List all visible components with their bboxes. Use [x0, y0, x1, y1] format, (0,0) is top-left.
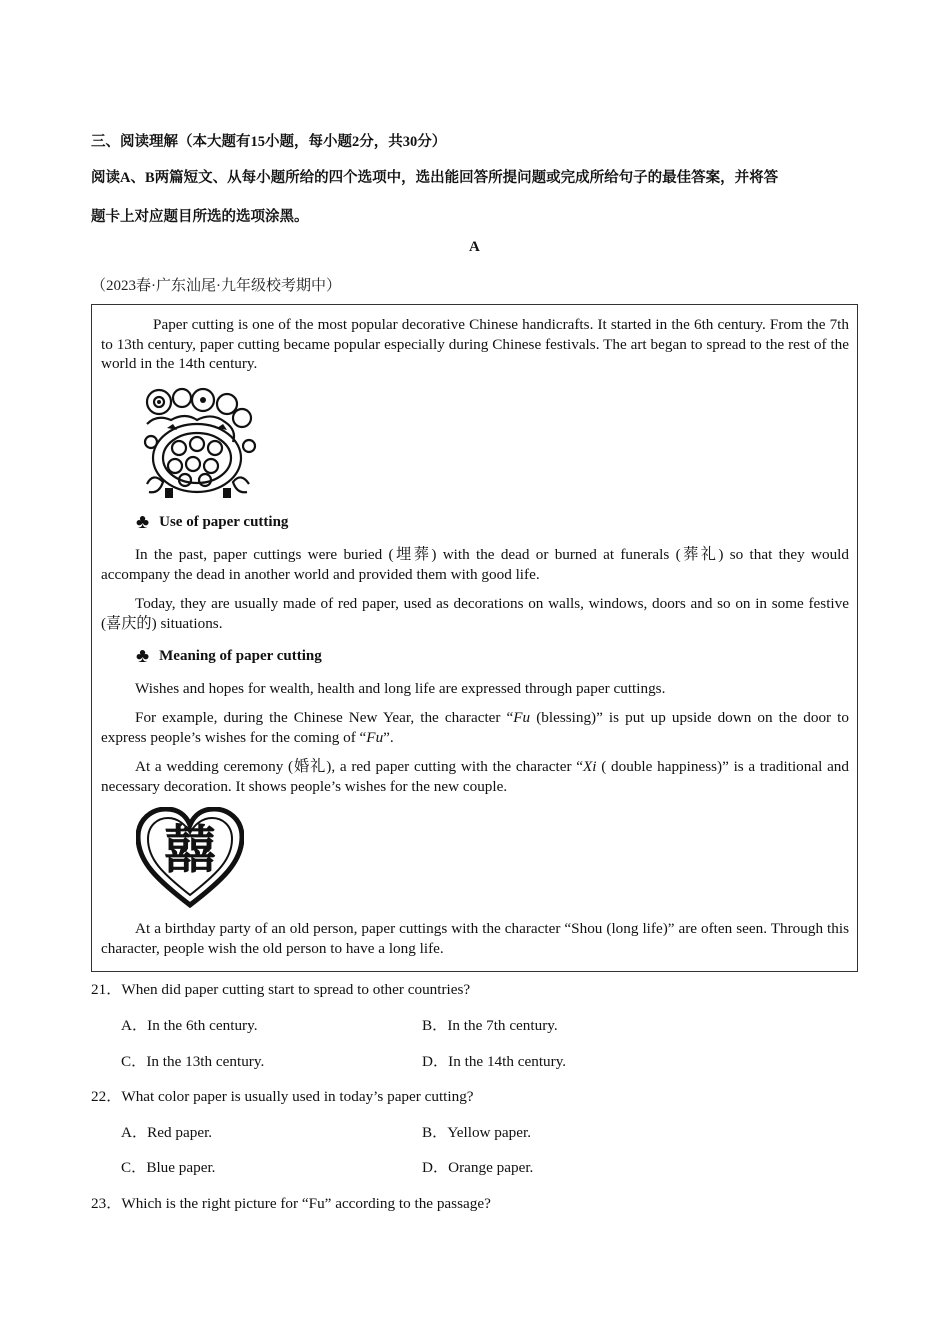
- source-note: （2023春·广东汕尾·九年级校考期中）: [91, 278, 341, 294]
- meaning-paragraph-1: Wishes and hopes for wealth, health and long life are expressed through paper cuttings.: [135, 680, 666, 697]
- meaning-paragraph-4: At a birthday party of an old person, paper cuttings with the character “Shou (long life)” are often seen. Through this character, people wish the old person to have a long life.: [101, 920, 849, 957]
- passage-letter: A: [469, 239, 480, 255]
- use-paragraph-2: Today, they are usually made of red paper, used as decorations on walls, windows, doors and so on in some festive (喜庆的) situations.: [101, 595, 849, 632]
- question-23: 23．Which is the right picture for “Fu” according to the passage?: [91, 1195, 491, 1212]
- club-icon: ♣: [136, 645, 150, 667]
- double-happiness-heart-image: [136, 807, 244, 909]
- meaning-paragraph-2: For example, during the Chinese New Year, the character “Fu (blessing)” is put up upside down on the door to express people’s wishes for the coming of “Fu”.: [101, 709, 849, 746]
- q22-option-c[interactable]: C．Blue paper.: [121, 1159, 216, 1176]
- q21-option-c[interactable]: C．In the 13th century.: [121, 1053, 265, 1070]
- q21-option-d[interactable]: D．In the 14th century.: [422, 1053, 567, 1070]
- question-21: 21．When did paper cutting start to spread to other countries?: [91, 981, 471, 998]
- q22-option-d[interactable]: D．Orange paper.: [422, 1159, 534, 1176]
- q22-option-a[interactable]: A．Red paper.: [121, 1124, 213, 1141]
- section-title: 三、阅读理解（本大题有15小题，每小题2分，共30分）: [91, 134, 447, 150]
- meaning-heading: [136, 647, 322, 665]
- lion-paper-cutting-image: [137, 384, 259, 500]
- passage-intro: Paper cutting is one of the most popular decorative Chinese handicrafts. It started in the 6th century. From the 7th to 13th century, paper cutting became popular especially during Chinese festivals. The art began to spread to the rest of the world in the 14th century.: [101, 316, 849, 372]
- use-heading-text: Use of paper cutting: [159, 513, 289, 530]
- instruction-line-1: 阅读A、B两篇短文、从每小题所给的四个选项中，选出能回答所提问题或完成所给句子的最佳答案，并将答: [91, 170, 779, 186]
- instruction-line-2: 题卡上对应题目所选的选项涂黑。: [91, 209, 309, 225]
- q21-option-a[interactable]: A．In the 6th century.: [121, 1017, 258, 1034]
- club-icon: ♣: [136, 511, 150, 533]
- q22-option-b[interactable]: B．Yellow paper.: [422, 1124, 531, 1141]
- meaning-paragraph-3: At a wedding ceremony (婚礼), a red paper cutting with the character “Xi ( double happiness)” is a traditional and necessary decoration. It shows people’s wishes for the new couple.: [101, 758, 849, 795]
- question-22: 22．What color paper is usually used in today’s paper cutting?: [91, 1088, 474, 1105]
- use-heading: [136, 513, 288, 531]
- xi-character-glyph: 囍: [163, 821, 216, 881]
- q21-option-b[interactable]: B．In the 7th century.: [422, 1017, 558, 1034]
- use-paragraph-1: In the past, paper cuttings were buried (埋葬) with the dead or burned at funerals (葬礼) so that they would accompany the dead in another world and provided them with good life.: [101, 546, 849, 583]
- passage-box: [91, 304, 858, 972]
- meaning-heading-text: Meaning of paper cutting: [159, 647, 322, 664]
